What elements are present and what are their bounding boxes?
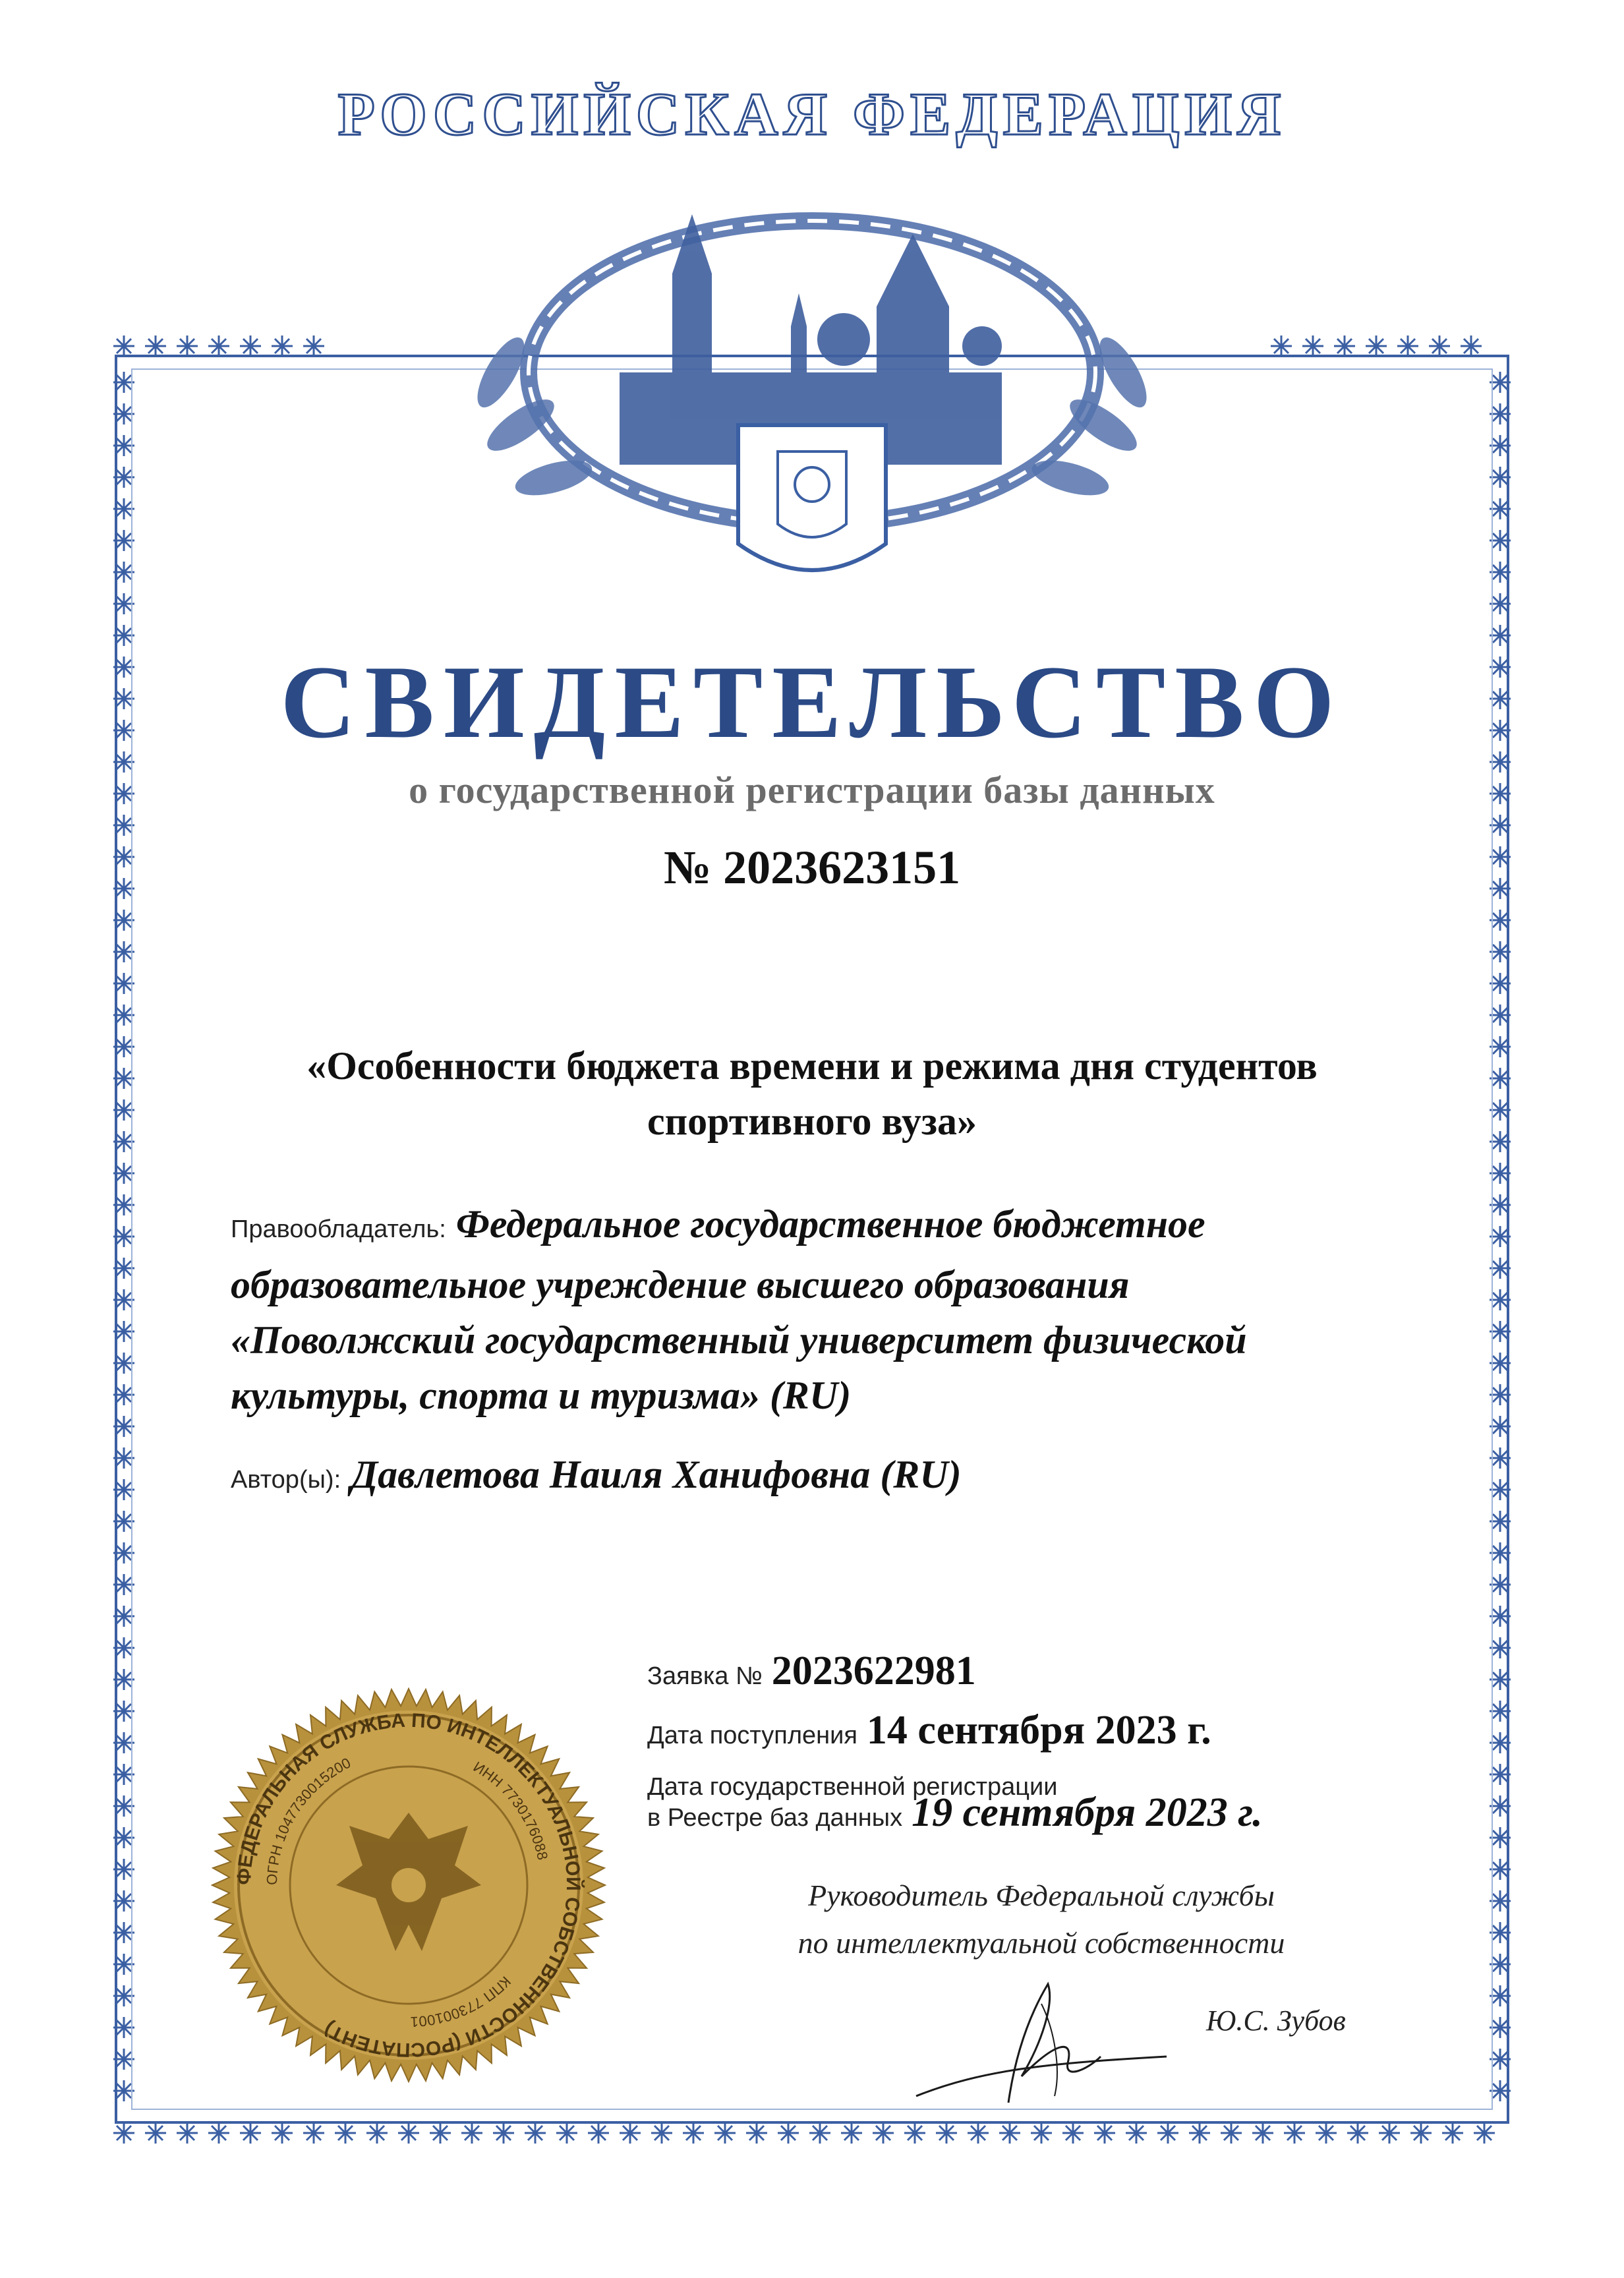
- certificate-number: № 2023623151: [663, 841, 961, 894]
- border-ornament: [208, 2122, 229, 2144]
- rights-holder-line: образовательное учреждение высшего образования: [231, 1263, 1130, 1306]
- application-number-row: [647, 1648, 1504, 1699]
- registration-date: 19 сентября 2023 г.: [912, 1790, 1263, 1835]
- database-title-line: спортивного вуза»: [647, 1099, 977, 1143]
- signatory-position-line: по интеллектуальной собственности: [798, 1926, 1285, 1960]
- border-ornament: [873, 2122, 894, 2144]
- border-ornament: [1474, 2122, 1495, 2144]
- border-ornament: [778, 2122, 799, 2144]
- border-ornament: [746, 2122, 767, 2144]
- author-label: Автор(ы):: [231, 1466, 341, 1494]
- border-ornament: [968, 2122, 989, 2144]
- received-date: 14 сентября 2023 г.: [866, 1708, 1211, 1753]
- border-ornament: [936, 2122, 957, 2144]
- certificate-title: СВИДЕТЕЛЬСТВО: [280, 645, 1344, 760]
- author: [231, 1447, 1430, 1507]
- signatory-name: Ю.С. Зубов: [1206, 2004, 1346, 2037]
- border-ornament: [556, 2122, 577, 2144]
- border-ornament: [398, 2122, 419, 2144]
- received-date-row: [647, 1707, 1504, 1759]
- database-title-line: «Особенности бюджета времени и режима дня студентов: [306, 1044, 1318, 1088]
- border-ornament: [1429, 336, 1450, 357]
- border-ornament: [366, 2122, 388, 2144]
- border-ornament: [1442, 2122, 1463, 2144]
- seal-outer-text: ФЕДЕРАЛЬНАЯ СЛУЖБА ПО ИНТЕЛЛЕКТУАЛЬНОЙ СОБСТВЕННОСТИ (РОСПАТЕНТ): [233, 1709, 585, 2061]
- application-label: Заявка №: [647, 1662, 763, 1690]
- seal-inner-text: ОГРН 1047730015200: [263, 1754, 354, 1886]
- border-ornament: [1397, 336, 1418, 357]
- border-ornament: [1410, 2122, 1432, 2144]
- border-ornament: [208, 336, 229, 357]
- border-ornament: [240, 336, 261, 357]
- border-ornament: [1334, 336, 1355, 357]
- signatory-position-line: Руководитель Федеральной службы: [808, 1879, 1275, 1912]
- border-ornament: [493, 2122, 514, 2144]
- border-ornament: [430, 2122, 451, 2144]
- border-ornament: [1284, 2122, 1305, 2144]
- certificate-subtitle: о государственной регистрации базы данных: [409, 769, 1215, 811]
- border-ornament: [1221, 2122, 1242, 2144]
- border-ornament: [1347, 2122, 1368, 2144]
- signatory-position: [712, 1872, 1371, 1967]
- official-seal-icon: [211, 1687, 606, 2083]
- border-ornament: [461, 2122, 482, 2144]
- rights-holder-line: культуры, спорта и туризма» (RU): [231, 1374, 852, 1417]
- border-ornament: [588, 2122, 609, 2144]
- border-ornament: [240, 2122, 261, 2144]
- border-ornament: [113, 2122, 134, 2144]
- border-ornament: [1271, 336, 1292, 357]
- received-label: Дата поступления: [647, 1722, 857, 1749]
- border-ornament: [525, 2122, 546, 2144]
- border-ornament: [651, 2122, 672, 2144]
- border-ornament: [177, 336, 198, 357]
- border-ornament: [1316, 2122, 1337, 2144]
- border-ornament: [1157, 2122, 1178, 2144]
- handwritten-signature: [903, 1964, 1180, 2116]
- border-ornament: [1252, 2122, 1273, 2144]
- border-ornament: [1461, 336, 1482, 357]
- border-ornament: [1126, 2122, 1147, 2144]
- border-ornament: [272, 2122, 293, 2144]
- border-ornament: [809, 2122, 830, 2144]
- seal-inn-text: ИНН 7730176088: [470, 1758, 552, 1861]
- border-ornament: [303, 336, 324, 357]
- application-number: 2023622981: [771, 1649, 976, 1693]
- border-ornament: [177, 2122, 198, 2144]
- rights-holder-label: Правообладатель:: [231, 1215, 446, 1243]
- border-ornament: [620, 2122, 641, 2144]
- border-ornament: [1094, 2122, 1115, 2144]
- rights-holder-line: [231, 1196, 1430, 1257]
- border-ornament: [714, 2122, 736, 2144]
- border-ornament: [113, 336, 134, 357]
- border-ornament: [1366, 336, 1387, 357]
- registration-label: Дата государственной регистрации: [647, 1773, 1058, 1801]
- border-ornament: [1302, 336, 1323, 357]
- border-ornament: [1031, 2122, 1052, 2144]
- border-ornament: [303, 2122, 324, 2144]
- kremlin-wreath-coat-of-arms-icon: [422, 175, 1202, 610]
- rights-holder-value: Федеральное государственное бюджетное: [455, 1202, 1205, 1246]
- border-ornament: [904, 2122, 925, 2144]
- border-ornament: [145, 2122, 166, 2144]
- database-title: [158, 1038, 1466, 1149]
- border-ornament: [999, 2122, 1020, 2144]
- border-ornament: [335, 2122, 356, 2144]
- registry-label: в Реестре баз данных: [647, 1804, 903, 1832]
- author-name: Давлетова Наиля Ханифовна (RU): [351, 1453, 962, 1496]
- border-ornament: [1379, 2122, 1400, 2144]
- country-name: РОССИЙСКАЯ ФЕДЕРАЦИЯ: [337, 80, 1287, 148]
- rights-holder: [231, 1196, 1430, 1423]
- border-ornament: [145, 336, 166, 357]
- border-ornament: [1062, 2122, 1084, 2144]
- border-ornament: [272, 336, 293, 357]
- border-ornament: [841, 2122, 862, 2144]
- border-ornament: [683, 2122, 704, 2144]
- seal-kpp-text: КПП 773001001: [410, 1973, 514, 2031]
- registration-date-row: [647, 1790, 1504, 1841]
- border-ornament: [1189, 2122, 1210, 2144]
- rights-holder-line: «Поволжский государственный университет физической: [231, 1318, 1247, 1362]
